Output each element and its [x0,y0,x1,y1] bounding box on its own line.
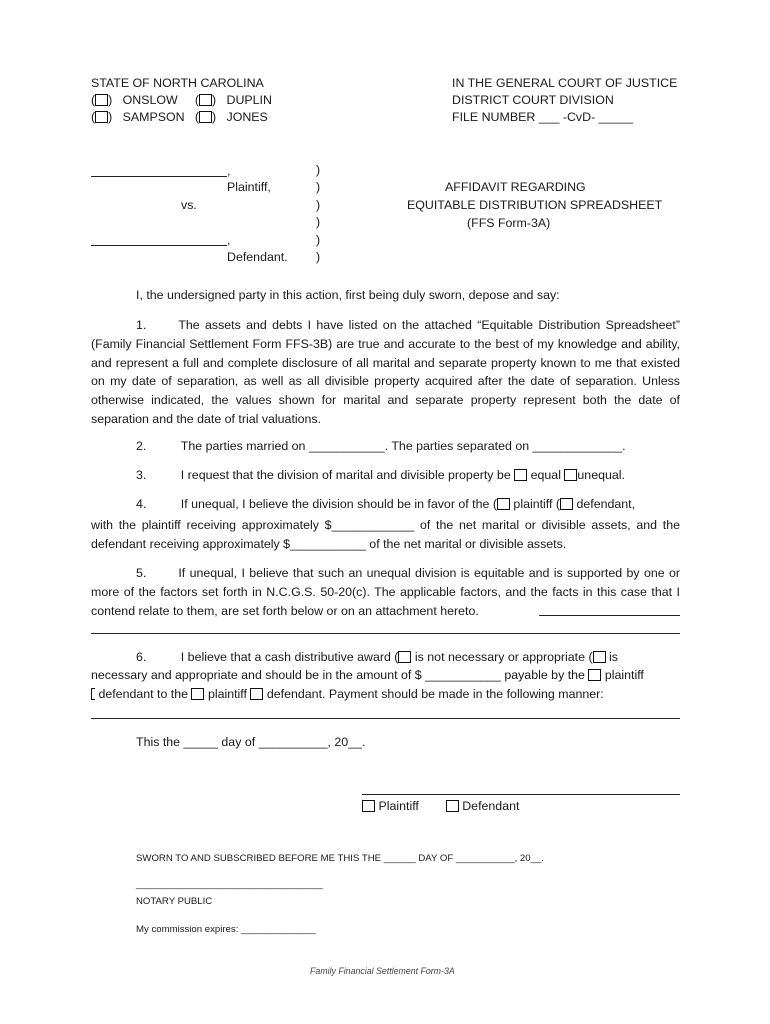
paragraph-4-rest [91,516,680,554]
county-sampson-label: SAMPSON [122,110,185,124]
sign-defendant-checkbox[interactable] [446,800,459,812]
payable-to-plaintiff-checkbox[interactable] [191,688,204,700]
footer-form-name: Family Financial Settlement Form-3A [310,966,455,976]
payable-by-plaintiff-checkbox[interactable] [588,669,601,681]
p3-text: I request that the division of marital and divisible property be [180,468,511,482]
state-label: STATE OF NORTH CAROLINA [91,76,264,90]
plaintiff-name-line[interactable] [91,176,227,177]
county-onslow-label: ONSLOW [122,93,178,107]
p5-number: 5. [136,566,147,580]
p6-text-c: defendant to the [98,687,189,701]
county-row-2: ( ) SAMPSON ( ) JONES [91,110,268,124]
p6-text-b[interactable]: necessary and appropriate and should be in the amount of $ ___________ payable by the [91,668,585,682]
p1-number: 1. [136,318,147,332]
p2-text[interactable]: The parties married on ___________. The parties separated on _____________. [180,439,626,453]
title-line-3: (FFS Form-3A) [467,216,551,230]
notary-public-label: NOTARY PUBLIC [136,896,213,907]
defendant-name-line[interactable] [91,245,227,246]
file-number[interactable]: FILE NUMBER ___ -CvD- _____ [452,110,634,124]
defendant-label: Defendant. [227,250,288,264]
paragraph-2 [136,439,626,453]
signature-party [362,799,519,813]
paragraph-6-line-2 [91,668,644,682]
caption-divider: ) ) ) ) ) ) [316,163,321,265]
title-line-1: AFFIDAVIT REGARDING [445,180,586,194]
equal-checkbox[interactable] [514,469,527,481]
p6-text-d: defendant. Payment should be made in the following manner: [266,687,604,701]
date-line[interactable]: This the _____ day of __________, 20__. [136,735,366,749]
sign-plaintiff-label: Plaintiff [378,799,419,813]
sign-defendant-label: Defendant [462,799,520,813]
unequal-label: unequal. [577,468,625,482]
sign-plaintiff-checkbox[interactable] [362,800,375,812]
paragraph-4-line-1 [136,497,635,511]
onslow-checkbox[interactable] [95,94,108,106]
p5-text: If unequal, I believe that such an unequal division is equitable and is supported by one or more of the factors set forth in N.C.G.S. 50-20(c). The applicable factors, and the facts in this case that I contend relate to them, are set forth below or on an attachment hereto. [91,566,680,618]
p4-text-b[interactable]: with the plaintiff receiving approximately $____________ of the net marital or divisible assets, and the defendant receiving approximately $___________ of the net marital or divisible assets. [91,518,680,551]
p6-number: 6. [136,650,147,664]
payable-by-plaintiff-label: plaintiff [604,668,644,682]
sworn-statement[interactable]: SWORN TO AND SUBSCRIBED BEFORE ME THIS THE ______ DAY OF ___________, 20__. [136,853,544,864]
notary-signature-line[interactable]: ___________________________________ [136,879,323,890]
jones-checkbox[interactable] [199,111,212,123]
paragraph-6-line-1 [136,650,618,664]
award-necessary-checkbox[interactable] [593,651,606,663]
factors-line-1[interactable] [539,615,680,616]
p2-number: 2. [136,439,147,453]
duplin-checkbox[interactable] [199,94,212,106]
plaintiff-label: Plaintiff, [227,180,271,194]
county-row-1: ( ) ONSLOW ( ) DUPLIN [91,93,272,107]
award-not-necessary-label: is not necessary or appropriate ( [414,650,593,664]
payable-by-defendant-checkbox[interactable] [91,688,95,700]
intro-text: I, the undersigned party in this action, first being duly sworn, depose and say: [136,288,560,302]
award-not-necessary-checkbox[interactable] [398,651,411,663]
p1-text: The assets and debts I have listed on the attached “Equitable Distribution Spreadsheet” (Family Financial Settlement Form FFS-3B) are true and accurate to the best of my knowledge and ability, and represent a full and complete disclosure of all marital and separate property known to me that existed on my date of separation, as well as all divisible property acquired after the date of separation. Unless otherwise indicated, the values shown for marital and separate property represent both the date of separation and the date of trial valuations. [91,318,680,426]
paragraph-6-line-3 [91,687,604,701]
factors-line-2[interactable] [91,633,680,634]
p4-number: 4. [136,497,147,511]
unequal-checkbox[interactable] [564,469,577,481]
paragraph-3 [136,468,625,482]
favor-plaintiff-label: plaintiff ( [513,497,561,511]
p6-text-a: I believe that a cash distributive award ( [180,650,399,664]
payable-to-plaintiff-label: plaintiff [207,687,247,701]
award-is-label: is [609,650,618,664]
title-line-2: EQUITABLE DISTRIBUTION SPREADSHEET [407,198,663,212]
vs-label: vs. [181,198,197,212]
signature-line[interactable] [362,794,680,795]
favor-plaintiff-checkbox[interactable] [497,498,510,510]
county-duplin-label: DUPLIN [226,93,272,107]
p4-text-a: If unequal, I believe the division should be in favor of the ( [180,497,497,511]
payable-to-defendant-checkbox[interactable] [250,688,263,700]
equal-label: equal [530,468,561,482]
paragraph-5 [91,564,680,620]
sampson-checkbox[interactable] [95,111,108,123]
payment-manner-line[interactable] [91,718,680,719]
court-label: IN THE GENERAL COURT OF JUSTICE [452,76,678,90]
commission-expires[interactable]: My commission expires: ______________ [136,924,316,935]
p3-number: 3. [136,468,147,482]
paragraph-1 [91,316,680,429]
favor-defendant-checkbox[interactable] [560,498,573,510]
division-label: DISTRICT COURT DIVISION [452,93,614,107]
favor-defendant-label: defendant, [576,497,636,511]
county-jones-label: JONES [226,110,268,124]
